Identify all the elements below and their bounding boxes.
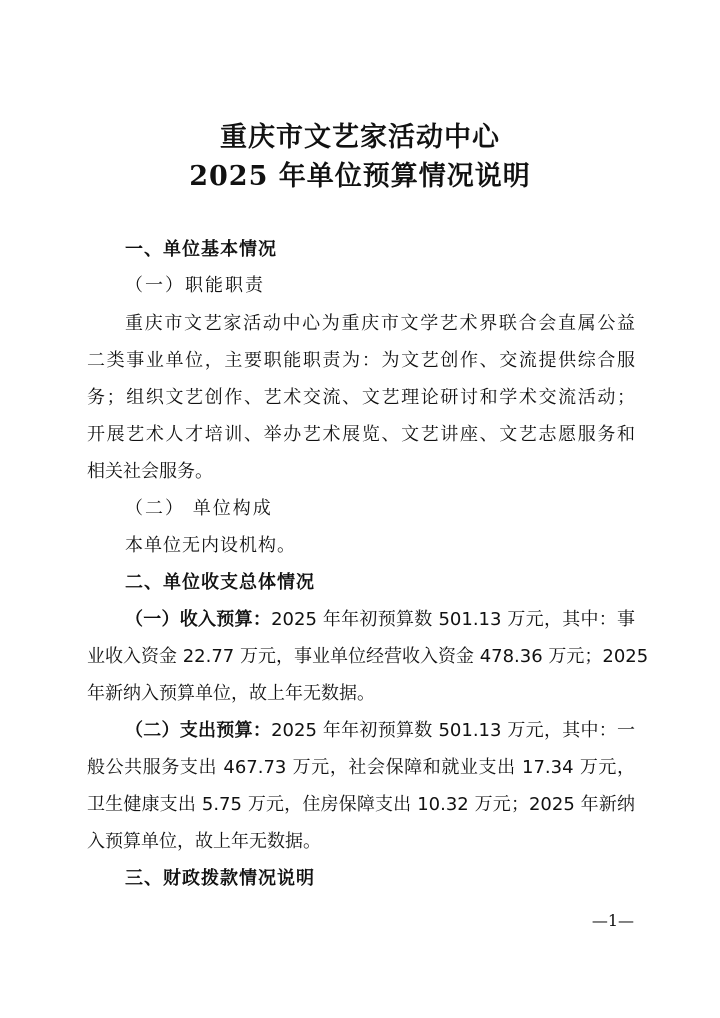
paragraph-line: 相关社会服务。 [87, 461, 213, 482]
paragraph-line: 年新纳入预算单位，故上年无数据。 [87, 683, 375, 704]
document-title-line-2: 2025 年单位预算情况说明 [189, 161, 531, 192]
paragraph-line: 重庆市文艺家活动中心为重庆市文学艺术界联合会直属公益 [125, 313, 635, 334]
expense-budget-text: 2025 年年初预算数 501.13 万元，其中：一 [271, 720, 635, 741]
paragraph-line: 入预算单位，故上年无数据。 [87, 831, 321, 852]
paragraph-line [125, 608, 635, 632]
section-1-heading: 一、单位基本情况 [125, 239, 277, 260]
document-title-line-1: 重庆市文艺家活动中心 [220, 122, 500, 153]
paragraph-line: 本单位无内设机构。 [125, 535, 296, 556]
section-1-1-heading: （一）职能职责 [125, 275, 265, 296]
income-budget-text: 2025 年年初预算数 501.13 万元，其中：事 [271, 609, 635, 630]
paragraph-line [125, 719, 635, 743]
section-2-heading: 二、单位收支总体情况 [125, 572, 315, 593]
income-budget-label: （一）收入预算： [125, 609, 272, 630]
paragraph-line: 卫生健康支出 5.75 万元，住房保障支出 10.32 万元；2025 年新纳 [87, 794, 635, 815]
paragraph-line: 开展艺术人才培训、举办艺术展览、文艺讲座、文艺志愿服务和 [87, 424, 635, 445]
paragraph-line: 业收入资金 22.77 万元，事业单位经营收入资金 478.36 万元；2025 [87, 646, 649, 667]
page-number: —1— [591, 911, 634, 930]
section-3-heading: 三、财政拨款情况说明 [125, 868, 315, 889]
section-1-2-heading: （二） 单位构成 [125, 498, 273, 519]
paragraph-line: 般公共服务支出 467.73 万元，社会保障和就业支出 17.34 万元， [87, 757, 635, 778]
paragraph-line: 二类事业单位，主要职能职责为：为文艺创作、交流提供综合服 [87, 350, 635, 371]
expense-budget-label: （二）支出预算： [125, 720, 272, 741]
paragraph-line: 务；组织文艺创作、艺术交流、文艺理论研讨和学术交流活动； [87, 387, 635, 408]
